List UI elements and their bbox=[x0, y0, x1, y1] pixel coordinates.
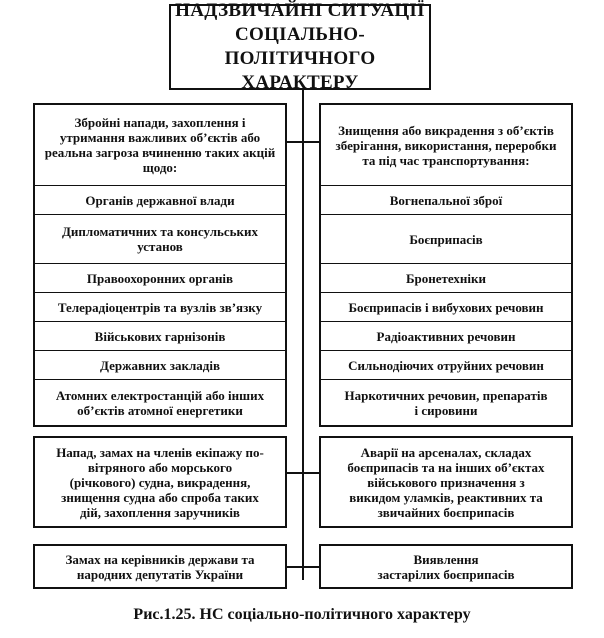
right-box-old-ammo: Виявлення застарілих боєприпасів bbox=[319, 544, 573, 589]
title-line-2: СОЦІАЛЬНО-ПОЛІТИЧНОГО bbox=[224, 24, 376, 69]
connector-row-1 bbox=[287, 141, 319, 143]
right-item-3: Бронетехніки bbox=[321, 264, 571, 293]
connector-row-3 bbox=[287, 566, 319, 568]
left-item-5: Військових гарнізонів bbox=[35, 322, 285, 351]
right-box-arsenal-accidents: Аварії на арсеналах, складах боєприпасів та на інших об’єктах військового призначення з викидом уламків, реактивних та звичайних боєприпасів bbox=[319, 436, 573, 528]
right-group-destruction-theft bbox=[319, 103, 573, 427]
center-spine bbox=[302, 90, 304, 580]
left-group-header: Збройні напади, захоплення і утримання важливих об’єктів або реальна загроза вчиненню таких акцій щодо: bbox=[35, 105, 285, 186]
left-group-armed-attacks bbox=[33, 103, 287, 427]
left-item-4: Телерадіоцентрів та вузлів зв’язку bbox=[35, 293, 285, 322]
diagram-title-box bbox=[169, 0, 431, 93]
right-item-1: Вогнепальної зброї bbox=[321, 186, 571, 215]
left-item-1: Органів державної влади bbox=[35, 186, 285, 215]
left-item-3: Правоохоронних органів bbox=[35, 264, 285, 293]
right-item-6: Сильнодіючих отруйних речовин bbox=[321, 351, 571, 380]
right-group-header: Знищення або викрадення з об’єктів зберігання, використання, переробки та під час транспортування: bbox=[321, 105, 571, 186]
title-line-1: НАДЗВИЧАЙНІ СИТУАЦІЇ bbox=[175, 0, 425, 21]
left-item-7: Атомних електростанцій або інших об’єктів атомної енергетики bbox=[55, 387, 265, 418]
right-item-4: Боєприпасів і вибухових речовин bbox=[321, 293, 571, 322]
right-item-5: Радіоактивних речовин bbox=[321, 322, 571, 351]
figure-caption: Рис.1.25. НС соціально-політичного характеру bbox=[133, 606, 471, 623]
right-item-7: Наркотичних речовин, препаратів і сировини bbox=[344, 387, 548, 418]
left-box-assassination: Замах на керівників держави та народних депутатів України bbox=[33, 544, 287, 589]
connector-row-2 bbox=[287, 472, 319, 474]
left-item-2: Дипломатичних та консульських установ bbox=[35, 215, 285, 264]
right-item-2: Боєприпасів bbox=[321, 215, 571, 264]
left-box-vessel-attack: Напад, замах на членів екіпажу по- вітряного або морського (річкового) судна, викрадення, знищення судна або спроба таких дій, захоплення заручників bbox=[33, 436, 287, 528]
title-line-3: ХАРАКТЕРУ bbox=[241, 72, 359, 93]
left-item-6: Державних закладів bbox=[35, 351, 285, 380]
